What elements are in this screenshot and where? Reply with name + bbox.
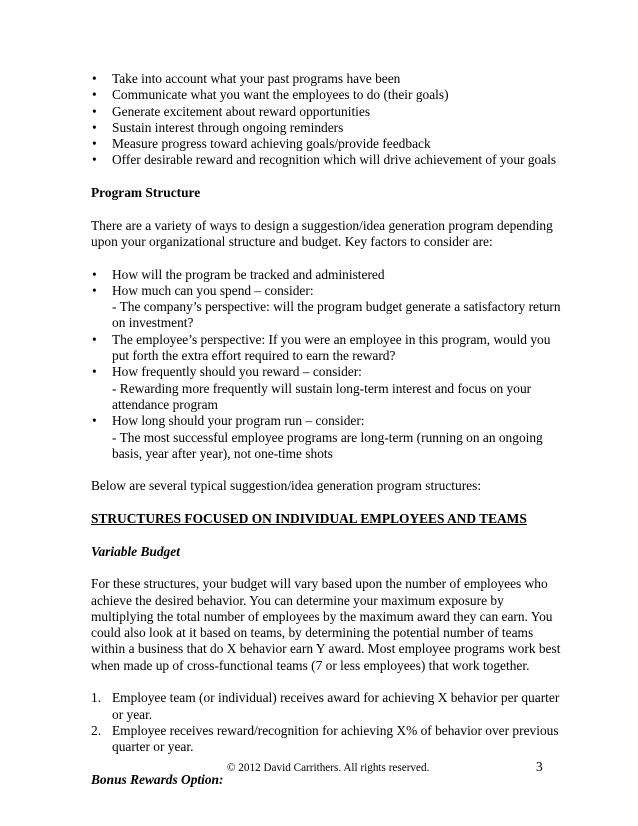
document-page (91, 71, 561, 788)
list-item (91, 364, 561, 413)
list-item-subtext: - Rewarding more frequently will sustain long-term interest and focus on your attendance program (112, 380, 532, 412)
bullet-icon: • (92, 266, 97, 282)
list-item (91, 413, 561, 462)
structures-heading: STRUCTURES FOCUSED ON INDIVIDUAL EMPLOYEES AND TEAMS (91, 511, 527, 527)
structure-numbered-list (91, 690, 561, 755)
list-item (91, 71, 561, 87)
bullet-icon: • (92, 282, 97, 298)
program-structure-intro: There are a variety of ways to design a suggestion/idea generation program depending upon your organizational structure and budget. Key factors to consider are: (91, 217, 553, 249)
list-item-text: Sustain interest through ongoing reminders (112, 119, 344, 135)
list-number: 1. (91, 690, 102, 706)
bullet-icon: • (92, 71, 97, 86)
list-item-text: The employee’s perspective: If you were an employee in this program, would you put forth the extra effort required to earn the reward? (112, 331, 551, 364)
list-item-text: Measure progress toward achieving goals/provide feedback (112, 136, 431, 152)
variable-budget-heading: Variable Budget (91, 543, 180, 559)
bullet-icon: • (92, 103, 97, 119)
list-item-subtext: - The company’s perspective: will the program budget generate a satisfactory return on investment? (112, 299, 561, 331)
list-item (91, 136, 561, 152)
list-item-text: Generate excitement about reward opportunities (112, 103, 371, 119)
list-item-text: How will the program be tracked and administered (112, 266, 385, 282)
list-item-text: How long should your program run – consider: (112, 413, 365, 429)
list-item (91, 104, 561, 120)
key-factors-list (91, 267, 561, 463)
variable-budget-paragraph: For these structures, your budget will vary based upon the number of employees who achieve the desired behavior. You can determine your maximum exposure by multiplying the total number of employees by the maximum award they can earn. You could also look at it based on teams, by determining the potential number of teams within a business that do X behavior earn Y award. Most employee programs work best when made up of cross-functional teams (7 or less employees) that work together. (91, 576, 561, 673)
bullet-icon: • (92, 413, 97, 429)
bullet-icon: • (92, 136, 97, 152)
list-item (91, 690, 561, 723)
intro-bullet-list (91, 71, 561, 169)
bonus-rewards-heading: Bonus Rewards Option: (91, 771, 224, 787)
list-item-text: How much can you spend – consider: (112, 282, 314, 298)
list-item-subtext: - The most successful employee programs are long-term (running on an ongoing basis, year after year), not one-time shots (112, 429, 543, 461)
list-item (91, 267, 561, 283)
bullet-icon: • (92, 152, 97, 168)
list-item-text: Take into account what your past programs have been (112, 71, 401, 86)
list-item-text: Offer desirable reward and recognition which will drive achievement of your goals (112, 152, 557, 168)
list-number: 2. (91, 722, 102, 738)
copyright-notice: © 2012 David Carrithers. All rights reserved. (227, 762, 430, 774)
bullet-icon: • (92, 364, 97, 380)
list-item-text: Communicate what you want the employees to do (their goals) (112, 87, 449, 103)
program-structure-heading: Program Structure (91, 185, 201, 201)
list-item-text: How frequently should you reward – consider: (112, 364, 362, 380)
list-item (91, 332, 561, 365)
list-item (91, 152, 561, 168)
list-item-text: Employee receives reward/recognition for achieving X% of behavior over previous quarter or year. (112, 722, 559, 755)
list-item (91, 283, 561, 332)
bullet-icon: • (92, 87, 97, 103)
list-item (91, 723, 561, 756)
structures-intro: Below are several typical suggestion/idea generation program structures: (91, 478, 482, 494)
bullet-icon: • (92, 119, 97, 135)
page-number: 3 (536, 759, 543, 774)
list-item-text: Employee team (or individual) receives award for achieving X behavior per quarter or year. (112, 690, 560, 722)
list-item (91, 87, 561, 103)
bullet-icon: • (92, 331, 97, 347)
list-item (91, 120, 561, 136)
